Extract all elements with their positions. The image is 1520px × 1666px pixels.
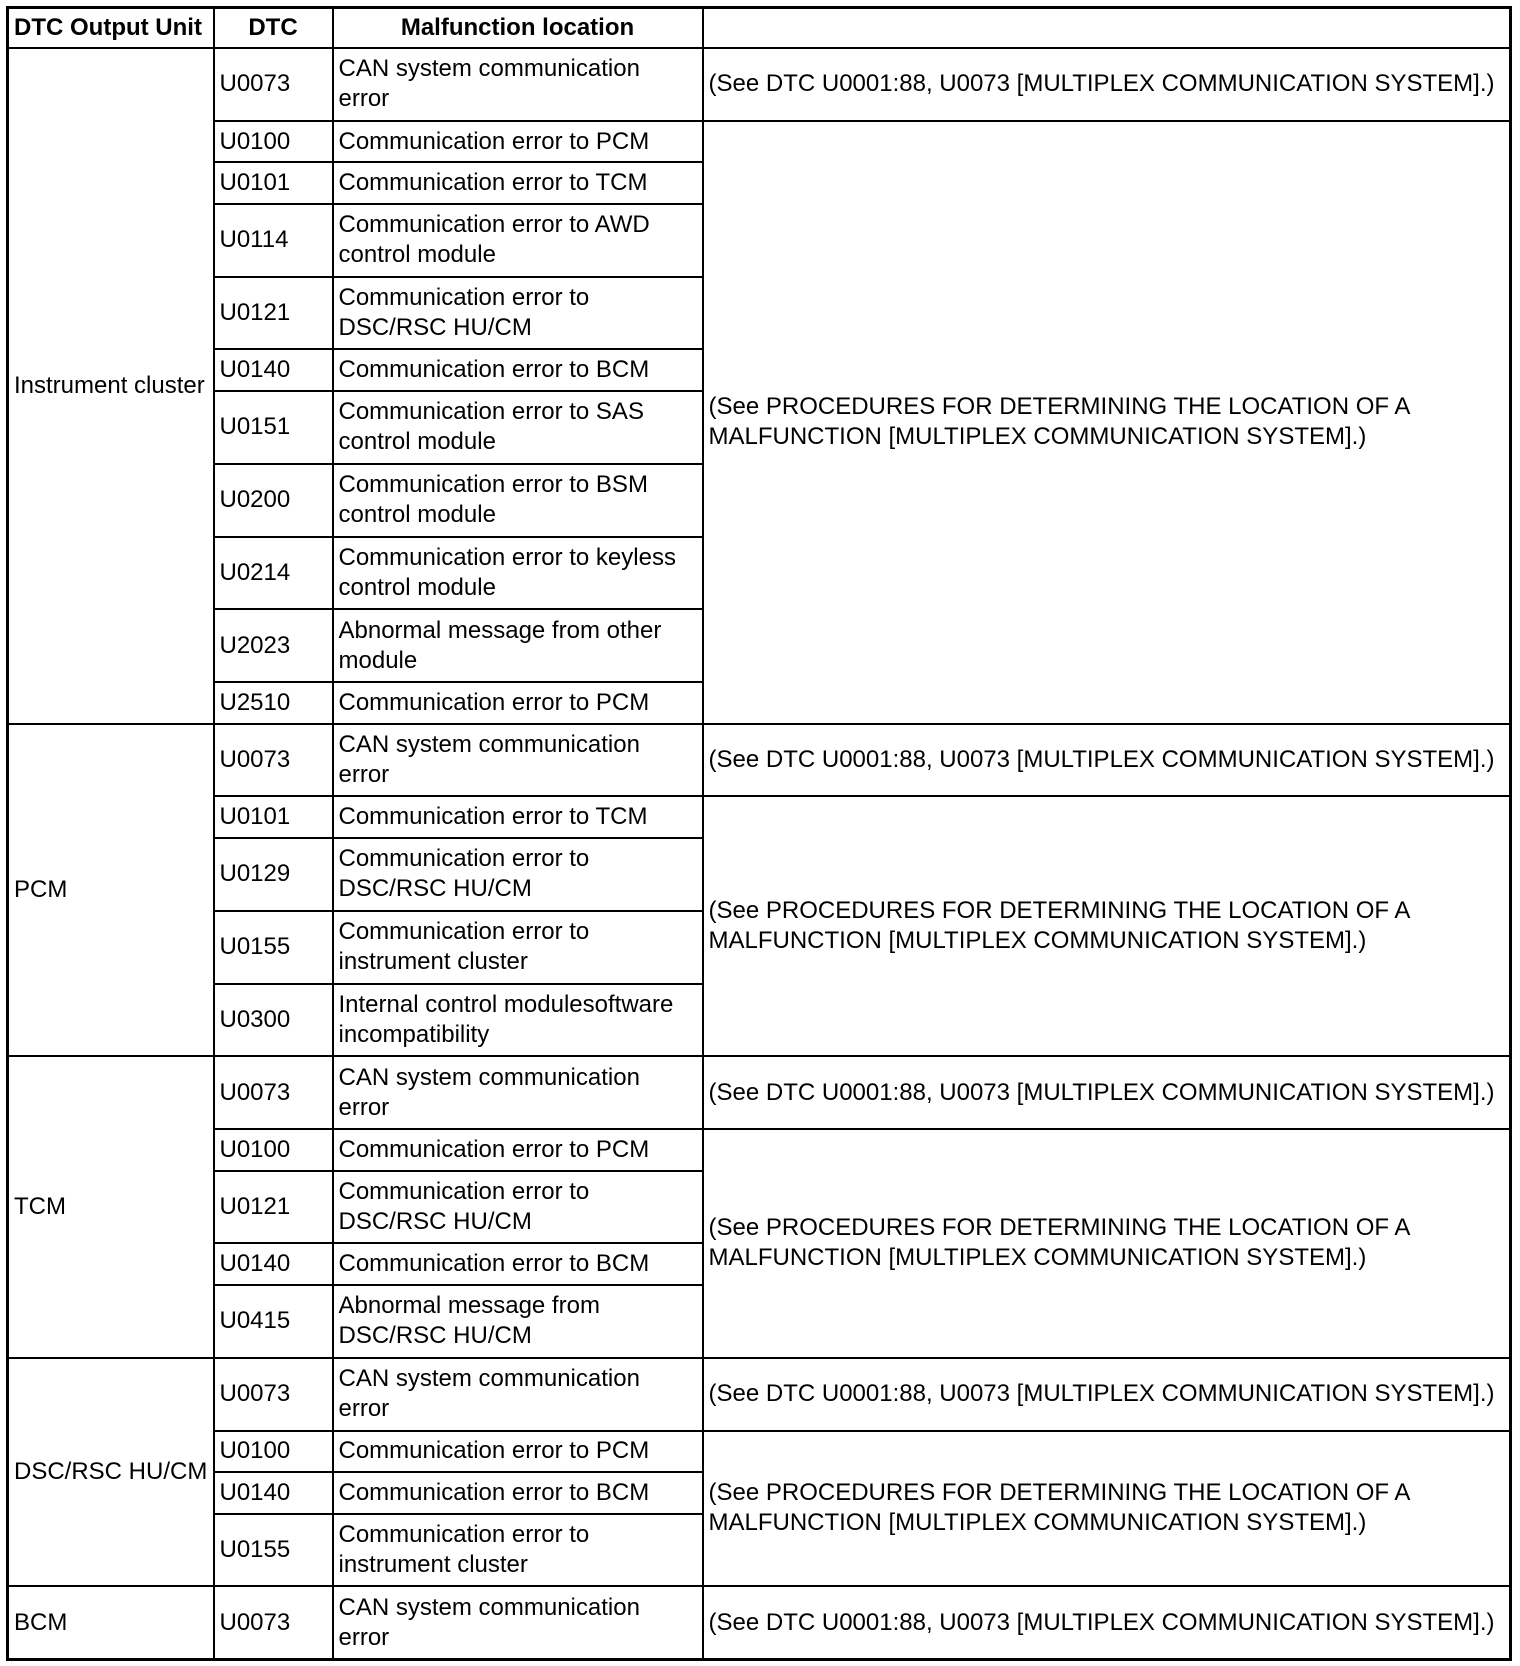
malfunction-location: CAN system communication error (333, 724, 703, 797)
dtc-code: U0214 (214, 537, 333, 610)
dtc-code: U0121 (214, 1171, 333, 1244)
malfunction-location: Communication error to BCM (333, 1243, 703, 1285)
dtc-code: U0073 (214, 1358, 333, 1431)
dtc-code: U0073 (214, 1056, 333, 1129)
unit-cell-instrument-cluster: Instrument cluster (8, 48, 214, 724)
dtc-code: U0073 (214, 1586, 333, 1659)
dtc-code: U0140 (214, 1243, 333, 1285)
malfunction-location: Communication error to PCM (333, 1431, 703, 1473)
reference-procedures: (See PROCEDURES FOR DETERMINING THE LOCATION OF A MALFUNCTION [MULTIPLEX COMMUNICATION SYSTEM].) (703, 1431, 1511, 1587)
malfunction-location: Communication error to TCM (333, 796, 703, 838)
dtc-code: U0300 (214, 984, 333, 1057)
dtc-table (6, 6, 1512, 1661)
malfunction-location: Communication error to DSC/RSC HU/CM (333, 277, 703, 350)
dtc-code: U0121 (214, 277, 333, 350)
malfunction-location: Communication error to PCM (333, 682, 703, 724)
reference-procedures: (See PROCEDURES FOR DETERMINING THE LOCATION OF A MALFUNCTION [MULTIPLEX COMMUNICATION SYSTEM].) (703, 1129, 1511, 1358)
malfunction-location: Internal control modulesoftware incompatibility (333, 984, 703, 1057)
dtc-code: U0155 (214, 1514, 333, 1587)
unit-cell-bcm: BCM (8, 1586, 214, 1659)
reference-procedures: (See PROCEDURES FOR DETERMINING THE LOCATION OF A MALFUNCTION [MULTIPLEX COMMUNICATION SYSTEM].) (703, 796, 1511, 1056)
malfunction-location: Communication error to keyless control module (333, 537, 703, 610)
malfunction-location: Communication error to instrument cluster (333, 1514, 703, 1587)
malfunction-location: Communication error to BSM control module (333, 464, 703, 537)
table-row (8, 48, 1511, 121)
table-row (8, 1056, 1511, 1129)
header-malfunction-location: Malfunction location (333, 8, 703, 49)
unit-cell-tcm: TCM (8, 1056, 214, 1357)
dtc-code: U0129 (214, 838, 333, 911)
malfunction-location: Communication error to SAS control module (333, 391, 703, 464)
header-row (8, 8, 1511, 49)
reference-multiplex-dtc: (See DTC U0001:88, U0073 [MULTIPLEX COMMUNICATION SYSTEM].) (703, 1056, 1511, 1129)
dtc-code: U2023 (214, 609, 333, 682)
table-row (8, 724, 1511, 797)
reference-procedures: (See PROCEDURES FOR DETERMINING THE LOCATION OF A MALFUNCTION [MULTIPLEX COMMUNICATION SYSTEM].) (703, 121, 1511, 724)
malfunction-location: CAN system communication error (333, 48, 703, 121)
dtc-code: U0415 (214, 1285, 333, 1358)
table-row (8, 1358, 1511, 1431)
malfunction-location: CAN system communication error (333, 1586, 703, 1659)
header-reference (703, 8, 1511, 49)
header-dtc-output-unit: DTC Output Unit (8, 8, 214, 49)
malfunction-location: Communication error to instrument cluster (333, 911, 703, 984)
dtc-code: U0155 (214, 911, 333, 984)
malfunction-location: Communication error to DSC/RSC HU/CM (333, 1171, 703, 1244)
dtc-code: U0073 (214, 724, 333, 797)
header-dtc: DTC (214, 8, 333, 49)
malfunction-location: Communication error to DSC/RSC HU/CM (333, 838, 703, 911)
dtc-code: U0140 (214, 349, 333, 391)
malfunction-location: CAN system communication error (333, 1358, 703, 1431)
dtc-code: U0114 (214, 204, 333, 277)
malfunction-location: Communication error to PCM (333, 121, 703, 163)
table-row (8, 1129, 1511, 1171)
dtc-code: U0101 (214, 162, 333, 204)
dtc-code: U0140 (214, 1472, 333, 1514)
reference-multiplex-dtc: (See DTC U0001:88, U0073 [MULTIPLEX COMMUNICATION SYSTEM].) (703, 1358, 1511, 1431)
dtc-code: U0151 (214, 391, 333, 464)
malfunction-location: Communication error to BCM (333, 1472, 703, 1514)
table-row (8, 121, 1511, 163)
reference-multiplex-dtc: (See DTC U0001:88, U0073 [MULTIPLEX COMMUNICATION SYSTEM].) (703, 48, 1511, 121)
malfunction-location: Communication error to PCM (333, 1129, 703, 1171)
unit-cell-pcm: PCM (8, 724, 214, 1057)
table-row (8, 1431, 1511, 1473)
dtc-code: U0101 (214, 796, 333, 838)
malfunction-location: Communication error to TCM (333, 162, 703, 204)
dtc-code: U0200 (214, 464, 333, 537)
dtc-code: U0073 (214, 48, 333, 121)
table-row (8, 796, 1511, 838)
dtc-code: U0100 (214, 1431, 333, 1473)
malfunction-location: Abnormal message from other module (333, 609, 703, 682)
table-row (8, 1586, 1511, 1659)
malfunction-location: Communication error to BCM (333, 349, 703, 391)
dtc-code: U2510 (214, 682, 333, 724)
malfunction-location: CAN system communication error (333, 1056, 703, 1129)
malfunction-location: Communication error to AWD control module (333, 204, 703, 277)
unit-cell-dsc-rsc-hu-cm: DSC/RSC HU/CM (8, 1358, 214, 1587)
reference-multiplex-dtc: (See DTC U0001:88, U0073 [MULTIPLEX COMMUNICATION SYSTEM].) (703, 1586, 1511, 1659)
dtc-code: U0100 (214, 121, 333, 163)
malfunction-location: Abnormal message from DSC/RSC HU/CM (333, 1285, 703, 1358)
reference-multiplex-dtc: (See DTC U0001:88, U0073 [MULTIPLEX COMMUNICATION SYSTEM].) (703, 724, 1511, 797)
dtc-code: U0100 (214, 1129, 333, 1171)
